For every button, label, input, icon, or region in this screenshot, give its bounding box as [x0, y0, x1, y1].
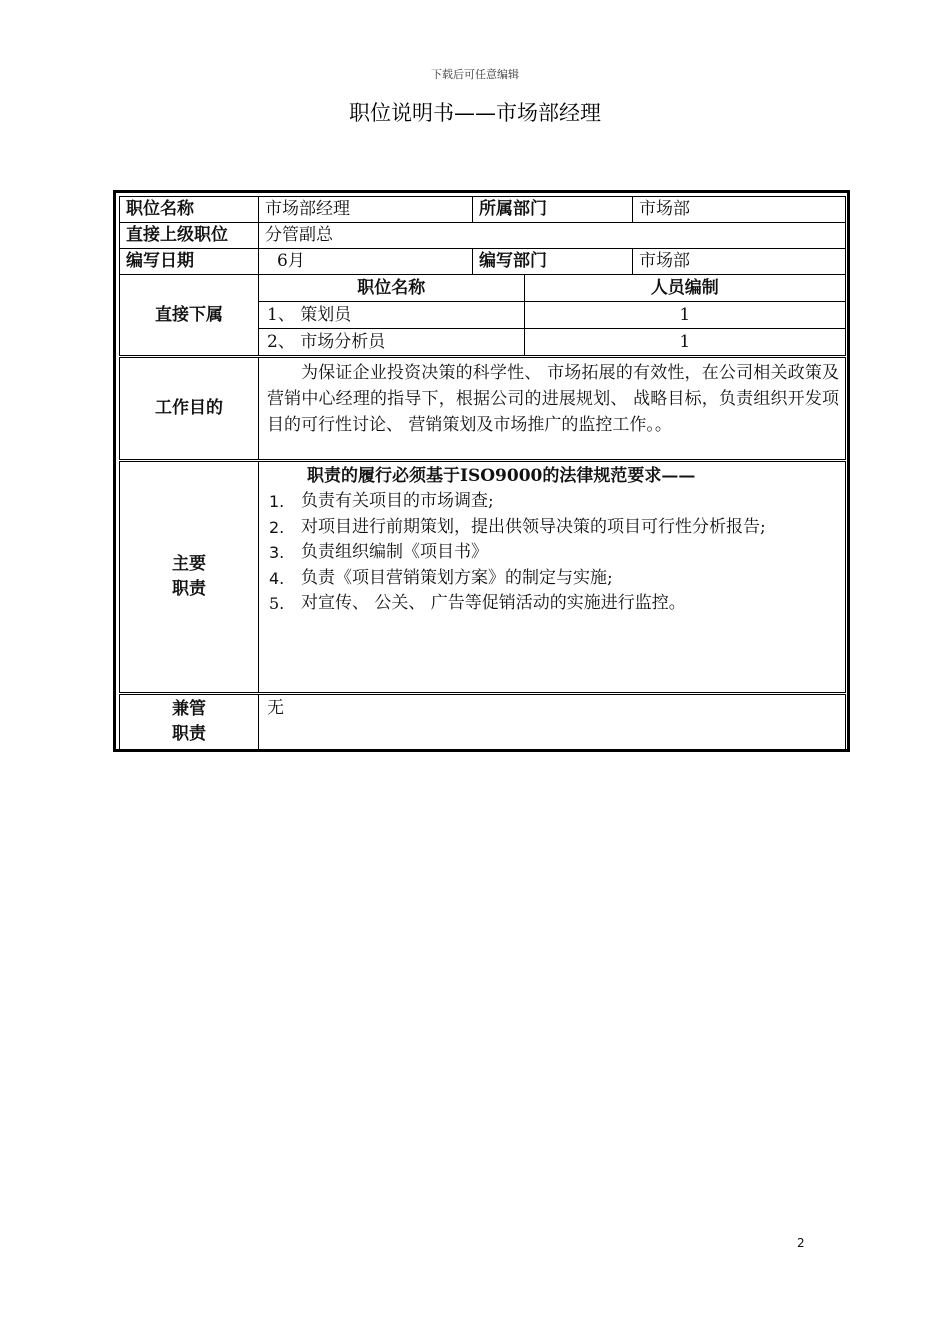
duty-number: 4.	[269, 568, 285, 588]
duty-text: 对项目进行前期策划，提出供领导决策的项目可行性分析报告;	[301, 516, 766, 537]
sub-col-title: 职位名称	[259, 275, 524, 302]
superior-label: 直接上级职位	[120, 223, 259, 249]
subordinate-count: 1	[524, 302, 845, 329]
row-date	[120, 249, 846, 275]
concurrent-label-line2: 职责	[172, 724, 206, 744]
duty-item	[269, 566, 839, 592]
row-concurrent	[120, 694, 846, 750]
row-goal	[120, 357, 846, 461]
duties-cell	[259, 461, 846, 694]
job-description-table-container	[119, 196, 845, 749]
duties-label-cell	[120, 461, 259, 694]
duty-number: 5.	[269, 594, 285, 613]
position-name-label: 职位名称	[120, 197, 259, 223]
duty-text: 负责组织编制《项目书》	[301, 542, 488, 562]
subordinates-table	[259, 275, 845, 355]
row-superior	[120, 223, 846, 249]
page-number: 2	[797, 1236, 805, 1250]
duties-label-line1: 主要	[172, 554, 206, 574]
subordinates-header-row	[259, 275, 845, 302]
duty-number: 3.	[269, 543, 285, 562]
superior-value: 分管副总	[259, 223, 846, 249]
subordinate-row	[259, 329, 845, 356]
header-note: 下载后可任意编辑	[431, 68, 519, 81]
row-subordinates	[120, 275, 846, 357]
subordinate-count: 1	[679, 331, 691, 352]
goal-cell	[259, 357, 846, 461]
duty-item	[269, 591, 839, 617]
subordinate-name: 1、 策划员	[259, 302, 524, 329]
duty-text: 负责有关项目的市场调查;	[301, 491, 494, 511]
duty-text: 对宣传、 公关、 广告等促销活动的实施进行监控。	[301, 593, 686, 613]
concurrent-value: 无	[259, 694, 846, 750]
duty-number: 1.	[269, 492, 285, 511]
duties-label-line2: 职责	[172, 579, 206, 599]
duties-heading: 职责的履行必须基于ISO9000的法律规范要求——	[307, 466, 696, 486]
department-value: 市场部	[633, 197, 846, 223]
document-title: 职位说明书——市场部经理	[349, 101, 601, 125]
author-dept-value: 市场部	[633, 249, 846, 275]
concurrent-label-line1: 兼管	[172, 699, 206, 719]
subordinate-name: 2、 市场分析员	[259, 329, 524, 356]
duty-text: 负责《项目营销策划方案》的制定与实施;	[301, 567, 613, 588]
job-description-table	[119, 196, 846, 750]
duty-number: 2.	[269, 517, 285, 537]
date-value: 6月	[259, 249, 473, 275]
concurrent-label-cell	[120, 694, 259, 750]
subordinate-row	[259, 302, 845, 329]
author-dept-label: 编写部门	[473, 249, 633, 275]
duty-item	[269, 489, 839, 515]
duty-item	[269, 515, 839, 541]
sub-col-count: 人员编制	[524, 275, 845, 302]
date-label: 编写日期	[120, 249, 259, 275]
department-label: 所属部门	[473, 197, 633, 223]
row-position-name	[120, 197, 846, 223]
goal-label: 工作目的	[120, 357, 259, 461]
row-duties	[120, 461, 846, 694]
subordinates-cell	[259, 275, 846, 357]
goal-text: 为保证企业投资决策的科学性、 市场拓展的有效性，在公司相关政策及营销中心经理的指导下，根据公司的进展规划、 战略目标，负责组织开发项目的可行性讨论、 营销策划及市场推广的监控工作。。	[267, 363, 839, 435]
duty-item	[269, 540, 839, 566]
position-name-value: 市场部经理	[259, 197, 473, 223]
subordinates-label: 直接下属	[120, 275, 259, 357]
